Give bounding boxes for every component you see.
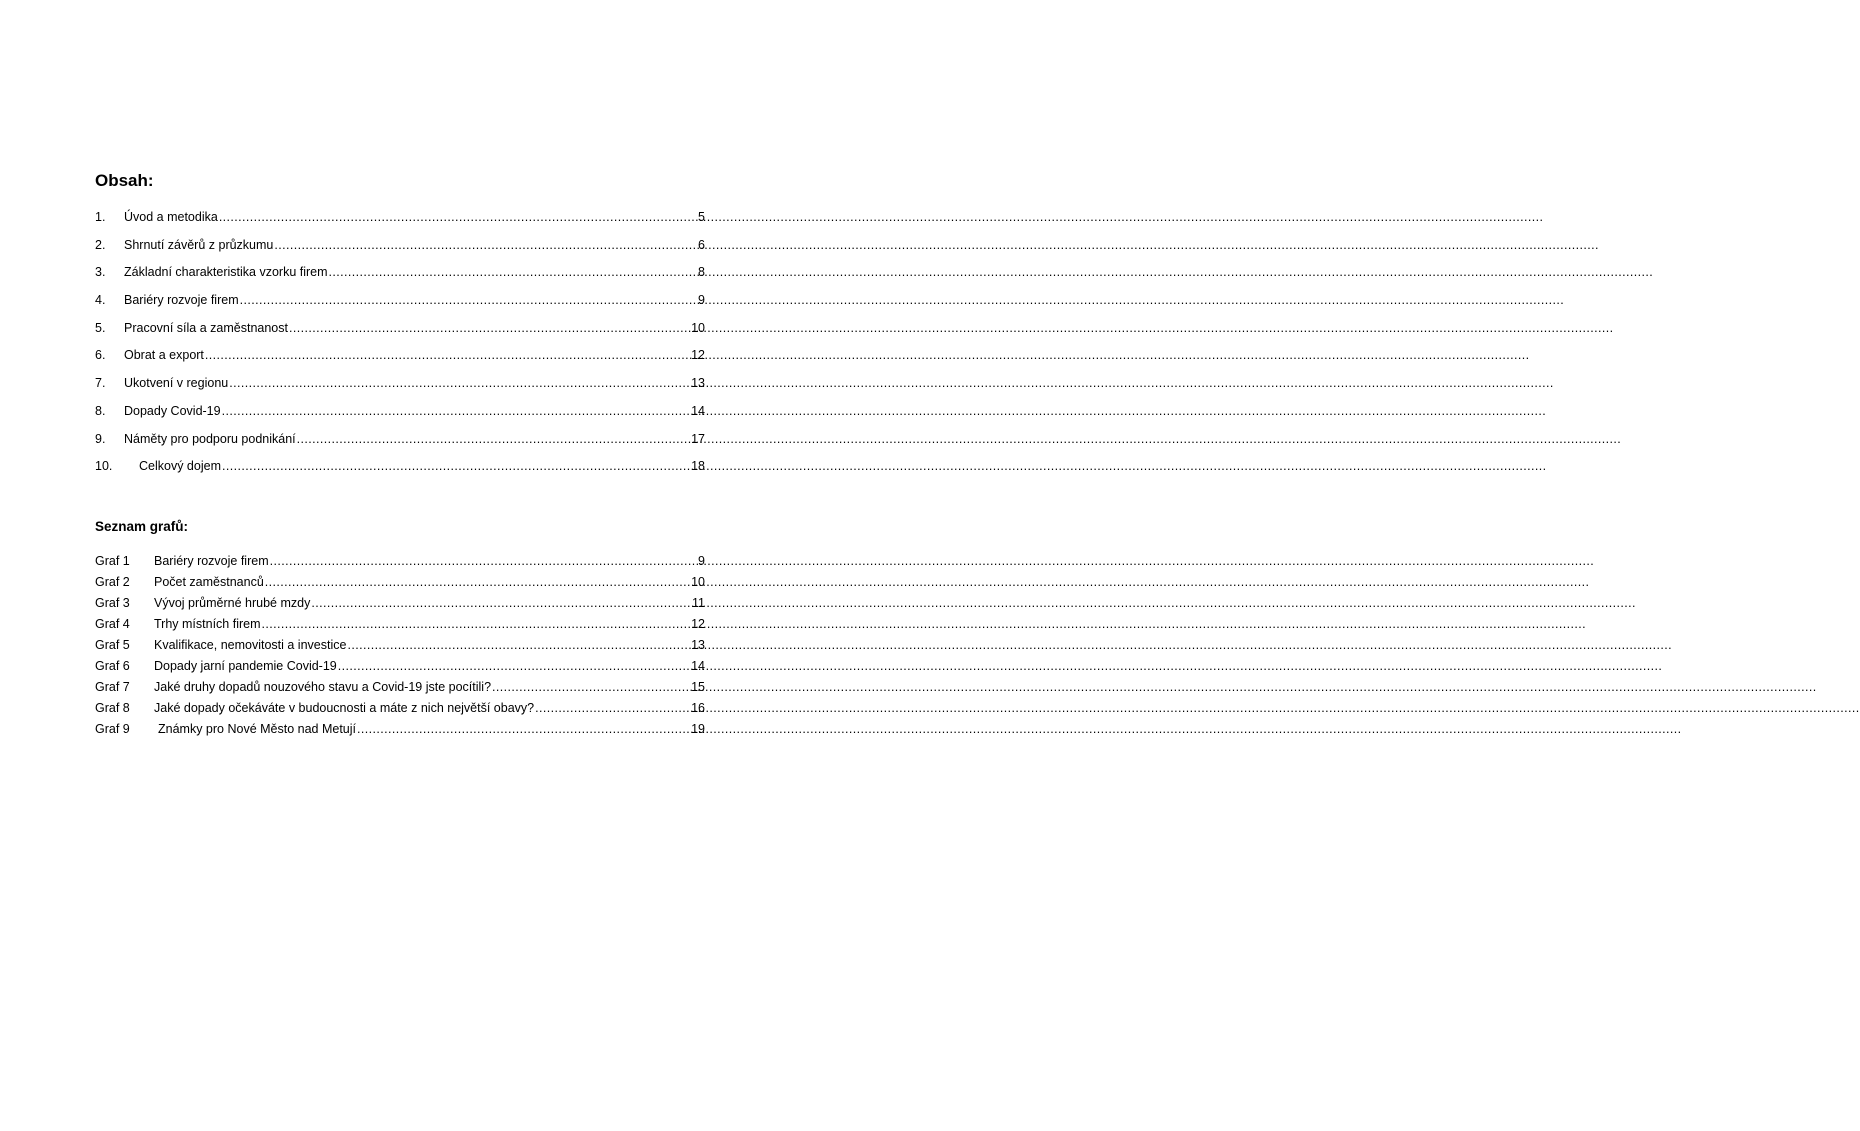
document-page xyxy=(0,0,800,1131)
graph-entry[interactable] xyxy=(95,573,705,594)
graph-entry-page: 19 xyxy=(691,722,705,736)
dot-leader xyxy=(535,699,690,717)
graph-entry-number: Graf 2 xyxy=(95,575,130,589)
graph-entry-page: 15 xyxy=(691,680,705,694)
toc-entry-number: 8. xyxy=(95,403,106,418)
graph-entry-page: 13 xyxy=(691,638,705,652)
graph-entry-number: Graf 3 xyxy=(95,596,130,610)
graph-entry-page: 10 xyxy=(691,575,705,589)
toc-entry-page: 8 xyxy=(698,265,705,280)
dot-leader xyxy=(338,657,690,675)
toc-entry-page: 17 xyxy=(691,431,705,446)
toc-entry-number: 3. xyxy=(95,265,106,280)
graph-entry-title: Známky pro Nové Město nad Metují xyxy=(158,722,356,736)
graph-entry-number: Graf 7 xyxy=(95,680,130,694)
graph-list xyxy=(95,552,705,741)
toc-entry-title: Shrnutí závěrů z průzkumu xyxy=(124,237,274,252)
toc-entry-title: Dopady Covid-19 xyxy=(124,403,221,418)
toc-entry[interactable] xyxy=(95,346,705,374)
graph-entry-title: Počet zaměstnanců xyxy=(154,575,264,589)
graph-entry[interactable] xyxy=(95,720,705,741)
graph-entry[interactable] xyxy=(95,657,705,678)
dot-leader xyxy=(289,319,690,337)
dot-leader xyxy=(270,552,697,570)
toc-list xyxy=(95,208,705,485)
graph-entry-page: 11 xyxy=(692,596,705,610)
toc-entry-number: 6. xyxy=(95,348,106,363)
graph-entry-title: Kvalifikace, nemovitosti a investice xyxy=(154,638,347,652)
toc-entry-number: 10. xyxy=(95,459,113,474)
graph-entry-number: Graf 4 xyxy=(95,617,130,631)
toc-entry[interactable] xyxy=(95,430,705,458)
toc-entry-number: 4. xyxy=(95,293,106,308)
dot-leader xyxy=(222,457,690,475)
graph-entry[interactable] xyxy=(95,678,705,699)
graph-entry-number: Graf 5 xyxy=(95,638,130,652)
toc-entry[interactable] xyxy=(95,402,705,430)
dot-leader xyxy=(229,374,690,392)
graph-entry[interactable] xyxy=(95,699,705,720)
dot-leader xyxy=(311,594,691,612)
toc-entry-title: Bariéry rozvoje firem xyxy=(124,293,239,308)
graph-entry-page: 14 xyxy=(691,659,705,673)
dot-leader xyxy=(219,208,697,226)
toc-entry-number: 9. xyxy=(95,431,106,446)
dot-leader xyxy=(262,615,691,633)
dot-leader xyxy=(357,720,690,738)
toc-entry[interactable] xyxy=(95,457,705,485)
toc-entry-page: 9 xyxy=(698,293,705,308)
toc-entry[interactable] xyxy=(95,291,705,319)
dot-leader xyxy=(274,236,697,254)
dot-leader xyxy=(222,402,691,420)
toc-entry-title: Pracovní síla a zaměstnanost xyxy=(124,320,288,335)
toc-entry-title: Náměty pro podporu podnikání xyxy=(124,431,296,446)
toc-entry-page: 5 xyxy=(698,210,705,224)
toc-entry-title: Základní charakteristika vzorku firem xyxy=(124,265,328,280)
toc-entry-title: Ukotvení v regionu xyxy=(124,376,229,391)
toc-entry-title: Celkový dojem xyxy=(139,459,221,474)
dot-leader xyxy=(297,430,690,448)
toc-entry[interactable] xyxy=(95,374,705,402)
graph-entry-title: Jaké druhy dopadů nouzového stavu a Covid-19 jste pocítili? xyxy=(154,680,492,694)
toc-entry-page: 14 xyxy=(691,403,705,418)
graph-entry[interactable] xyxy=(95,594,705,615)
graph-entry-title: Jaké dopady očekáváte v budoucnosti a máte z nich největší obavy? xyxy=(154,701,535,715)
toc-entry-number: 7. xyxy=(95,376,106,391)
toc-entry-page: 10 xyxy=(691,320,705,335)
toc-entry-page: 18 xyxy=(691,459,705,474)
graph-entry-title: Dopady jarní pandemie Covid-19 xyxy=(154,659,337,673)
graph-entry-title: Bariéry rozvoje firem xyxy=(154,554,269,568)
toc-entry-page: 13 xyxy=(691,376,705,391)
toc-entry-number: 1. xyxy=(95,210,106,224)
graph-entry-page: 16 xyxy=(691,701,705,715)
graph-entry[interactable] xyxy=(95,615,705,636)
graph-entry-number: Graf 9 xyxy=(95,722,130,736)
toc-entry[interactable] xyxy=(95,208,705,236)
toc-entry-number: 5. xyxy=(95,320,106,335)
dot-leader xyxy=(492,678,690,696)
toc-entry-page: 12 xyxy=(691,348,705,363)
graph-entry-page: 9 xyxy=(698,554,705,568)
toc-entry-title: Úvod a metodika xyxy=(124,210,218,224)
toc-heading: Obsah: xyxy=(95,171,154,190)
graph-entry-title: Trhy místních firem xyxy=(154,617,261,631)
graph-entry[interactable] xyxy=(95,552,705,573)
toc-entry[interactable] xyxy=(95,236,705,264)
dot-leader xyxy=(205,346,690,364)
graph-entry-number: Graf 8 xyxy=(95,701,130,715)
graph-entry-number: Graf 6 xyxy=(95,659,130,673)
dot-leader xyxy=(329,263,698,281)
graph-entry-title: Vývoj průměrné hrubé mzdy xyxy=(154,596,311,610)
dot-leader xyxy=(347,636,690,654)
toc-entry-page: 6 xyxy=(698,237,705,252)
graph-entry[interactable] xyxy=(95,636,705,657)
toc-entry-number: 2. xyxy=(95,237,106,252)
graph-entry-page: 12 xyxy=(691,617,705,631)
toc-entry[interactable] xyxy=(95,319,705,347)
toc-entry-title: Obrat a export xyxy=(124,348,204,363)
dot-leader xyxy=(240,291,697,309)
dot-leader xyxy=(265,573,690,591)
toc-entry[interactable] xyxy=(95,263,705,291)
graph-list-heading: Seznam grafů: xyxy=(95,519,189,534)
graph-entry-number: Graf 1 xyxy=(95,554,130,568)
